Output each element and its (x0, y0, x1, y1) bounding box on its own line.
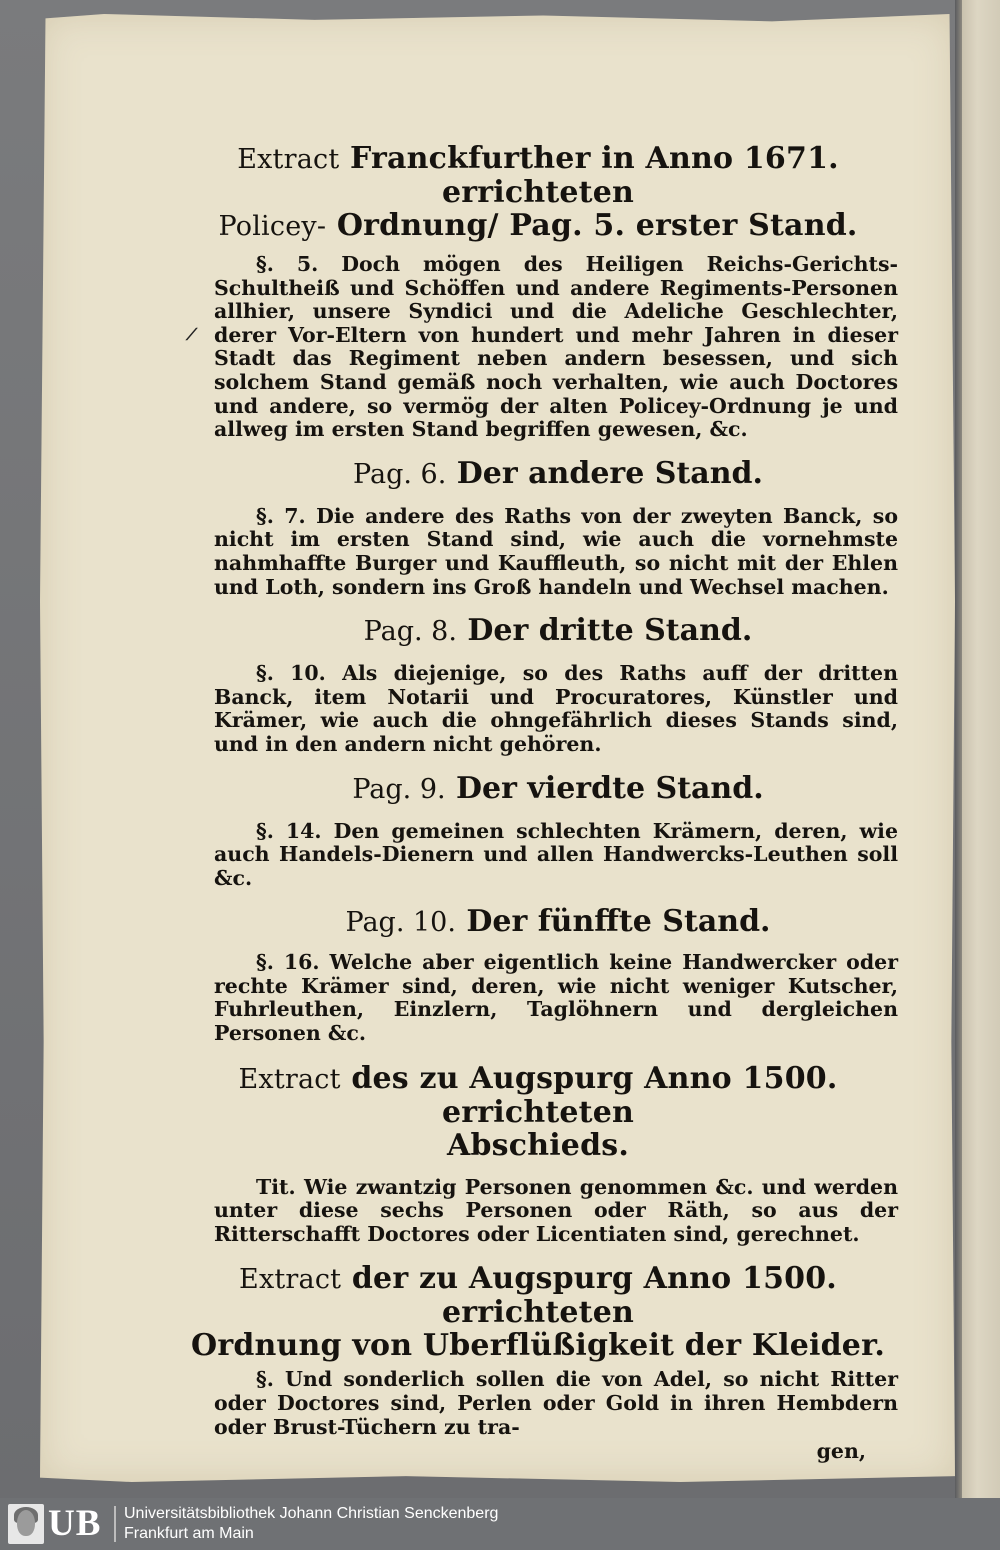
institution-line-1: Universitätsbibliothek Johann Christian Senckenberg (124, 1505, 499, 1522)
facing-page (962, 0, 1000, 1498)
page-text (178, 142, 898, 1463)
catchword: gen, (816, 1439, 866, 1464)
paragraph-16: §. 16. Welche aber eigentlich keine Handwercker oder rechte Krämer sind, deren, wie nicht weniger Kutscher, Fuhrleuthen, Einzlern, Taglöhnern und dergleichen Personen &c. (214, 950, 898, 1046)
heading-frankfurt-line2: Policey- Ordnung/ Pag. 5. erster Stand. (218, 208, 858, 243)
paragraph-tit: Tit. Wie zwantzig Personen genommen &c. und werden unter diese sechs Personen oder Räth, so aus der Ritterschafft Doctores oder Licentiaten sind, gerechnet. (214, 1174, 898, 1246)
paragraph-10: §. 10. Als diejenige, so des Raths auff der dritten Banck, item Notarii und Procuratores, Künstler und Krämer, wie auch die ohngefährlich dieses Stands sind, und in den andern nicht gehören. (214, 661, 898, 756)
institution-name (124, 1504, 498, 1544)
heading-frankfurt-line1: Extract Franckfurther in Anno 1671. errichteten (237, 141, 839, 210)
heading-augsburg-abschied-line2: Abschieds. (446, 1127, 629, 1163)
footer-bar (0, 1498, 1000, 1550)
paragraph-5: §. 5. Doch mögen des Heiligen Reichs-Gerichts-Schultheiß und Schöffen und andere Regiments-Personen allhier, unsere Syndici und die Adeliche Geschlechter, derer Vor-Eltern von hundert und mehr Jahren in dieser Stadt das Regiment neben andern besessen, und sich solchem Stand gemäß noch verhalten, wie auch Doctores und andere, so vermög der alten Policey-Ordnung je und allweg im ersten Stand begriffen gewesen, &c. (214, 252, 898, 442)
logo-divider (114, 1506, 116, 1542)
margin-mark: ⟋ (186, 325, 198, 344)
institution-line-2: Frankfurt am Main (124, 1525, 254, 1542)
portrait-logo-icon (8, 1504, 44, 1544)
subheading-stand-5: Pag. 10. Der fünffte Stand. (345, 904, 771, 940)
heading-augsburg-kleider-line2: Ordnung von Uberflüßigkeit der Kleider. (191, 1328, 885, 1364)
paragraph-kleider: §. Und sonderlich sollen die von Adel, so nicht Ritter oder Doctores sind, Perlen oder Gold in ihren Hembdern oder Brust-Tüchern zu tra- (214, 1367, 898, 1439)
heading-augsburg-kleider-line1: Extract der zu Augspurg Anno 1500. errichteten (239, 1261, 837, 1331)
facing-page-edge (955, 0, 962, 1498)
heading-augsburg-abschied-line1: Extract des zu Augspurg Anno 1500. errichteten (238, 1060, 838, 1130)
subheading-stand-3: Pag. 8. Der dritte Stand. (363, 613, 753, 649)
ub-logo-text: UB (48, 1503, 102, 1544)
paragraph-7: §. 7. Die andere des Raths von der zweyten Banck, so nicht im ersten Stand sind, wie auch die vornehmste nahmhaffte Burger und Kauffleuth, so nicht mit der Ehlen und Loth, sondern ins Groß handeln und Wechsel machen. (214, 503, 898, 599)
paragraph-14: §. 14. Den gemeinen schlechten Krämern, deren, wie auch Handels-Dienern und allen Handwercks-Leuthen soll &c. (214, 818, 898, 890)
subheading-stand-2: Pag. 6. Der andere Stand. (353, 455, 763, 491)
subheading-stand-4: Pag. 9. Der vierdte Stand. (352, 770, 764, 806)
